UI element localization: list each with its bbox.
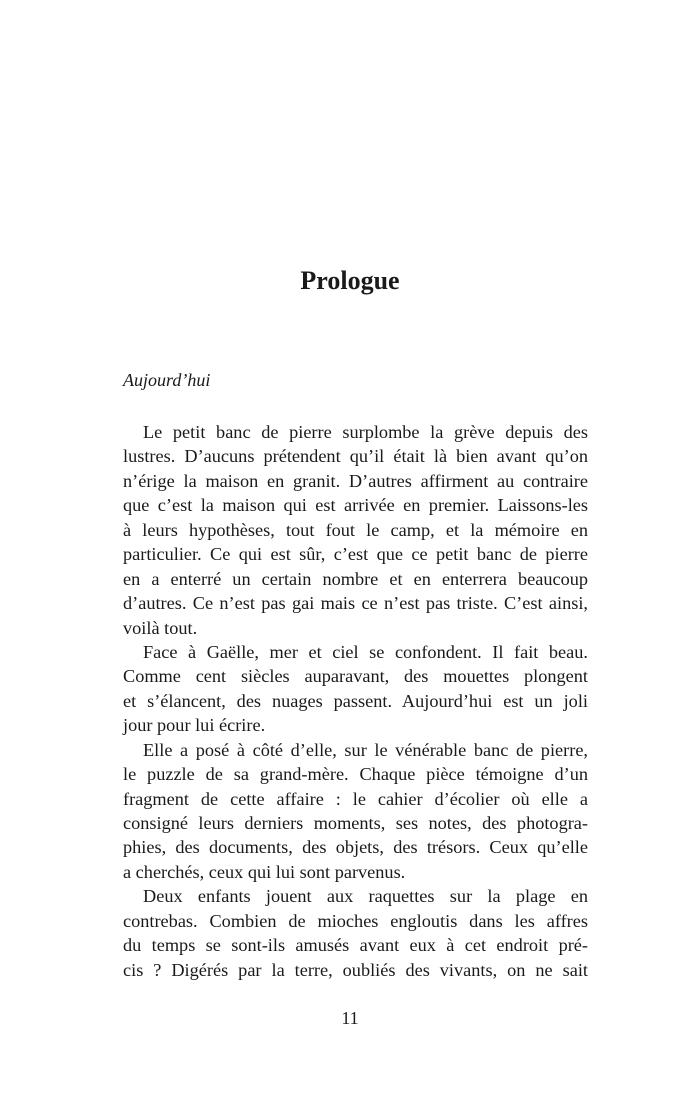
text-line: Le petit banc de pierre surplombe la grève depuis des (143, 422, 588, 442)
text-line: particulier. Ce qui est sûr, c’est que ce petit banc de pierre (123, 544, 588, 565)
text-line: Face à Gaëlle, mer et ciel se confondent. Il fait beau. (143, 641, 588, 662)
text-line: d’autres. Ce n’est pas gai mais ce n’est pas triste. C’est ainsi, (123, 593, 588, 614)
body-text (123, 420, 588, 982)
text-line: a cherchés, ceux qui lui sont parvenus. (123, 861, 406, 882)
text-line: le puzzle de sa grand-mère. Chaque pièce témoigne d’un (123, 764, 588, 785)
text-line: Deux enfants jouent aux raquettes sur la plage en (143, 886, 588, 907)
section-heading: Aujourd’hui (123, 370, 211, 390)
text-line: et s’élancent, des nuages passent. Aujourd’hui est un joli (123, 690, 588, 711)
text-line: à leurs hypothèses, tout fout le camp, et la mémoire en (123, 519, 588, 540)
text-line: cis ? Digérés par la terre, oubliés des vivants, on ne sait (123, 959, 588, 980)
chapter-title: Prologue (300, 266, 400, 295)
text-line: du temps se sont-ils amusés avant eux à cet endroit pré- (123, 935, 588, 956)
text-line: en a enterré un certain nombre et en enterrera beaucoup (123, 568, 588, 589)
text-line: consigné leurs derniers moments, ses notes, des photogra- (123, 813, 588, 833)
text-line: lustres. D’aucuns prétendent qu’il était là bien avant qu’on (123, 446, 588, 467)
text-line: fragment de cette affaire : le cahier d’écolier où elle a (123, 788, 588, 809)
text-line: contrebas. Combien de mioches engloutis dans les affres (123, 910, 588, 931)
page-number: 11 (341, 1008, 359, 1028)
text-line: Comme cent siècles auparavant, des mouettes plongent (123, 666, 588, 687)
text-line: que c’est la maison qui est arrivée en premier. Laissons-les (123, 495, 588, 516)
text-line: n’érige la maison en granit. D’autres affirment au contraire (123, 470, 588, 491)
text-line: voilà tout. (123, 617, 198, 638)
text-line: jour pour lui écrire. (123, 715, 266, 736)
text-line: Elle a posé à côté d’elle, sur le vénérable banc de pierre, (143, 739, 588, 760)
text-line: phies, des documents, des objets, des trésors. Ceux qu’elle (123, 837, 588, 858)
